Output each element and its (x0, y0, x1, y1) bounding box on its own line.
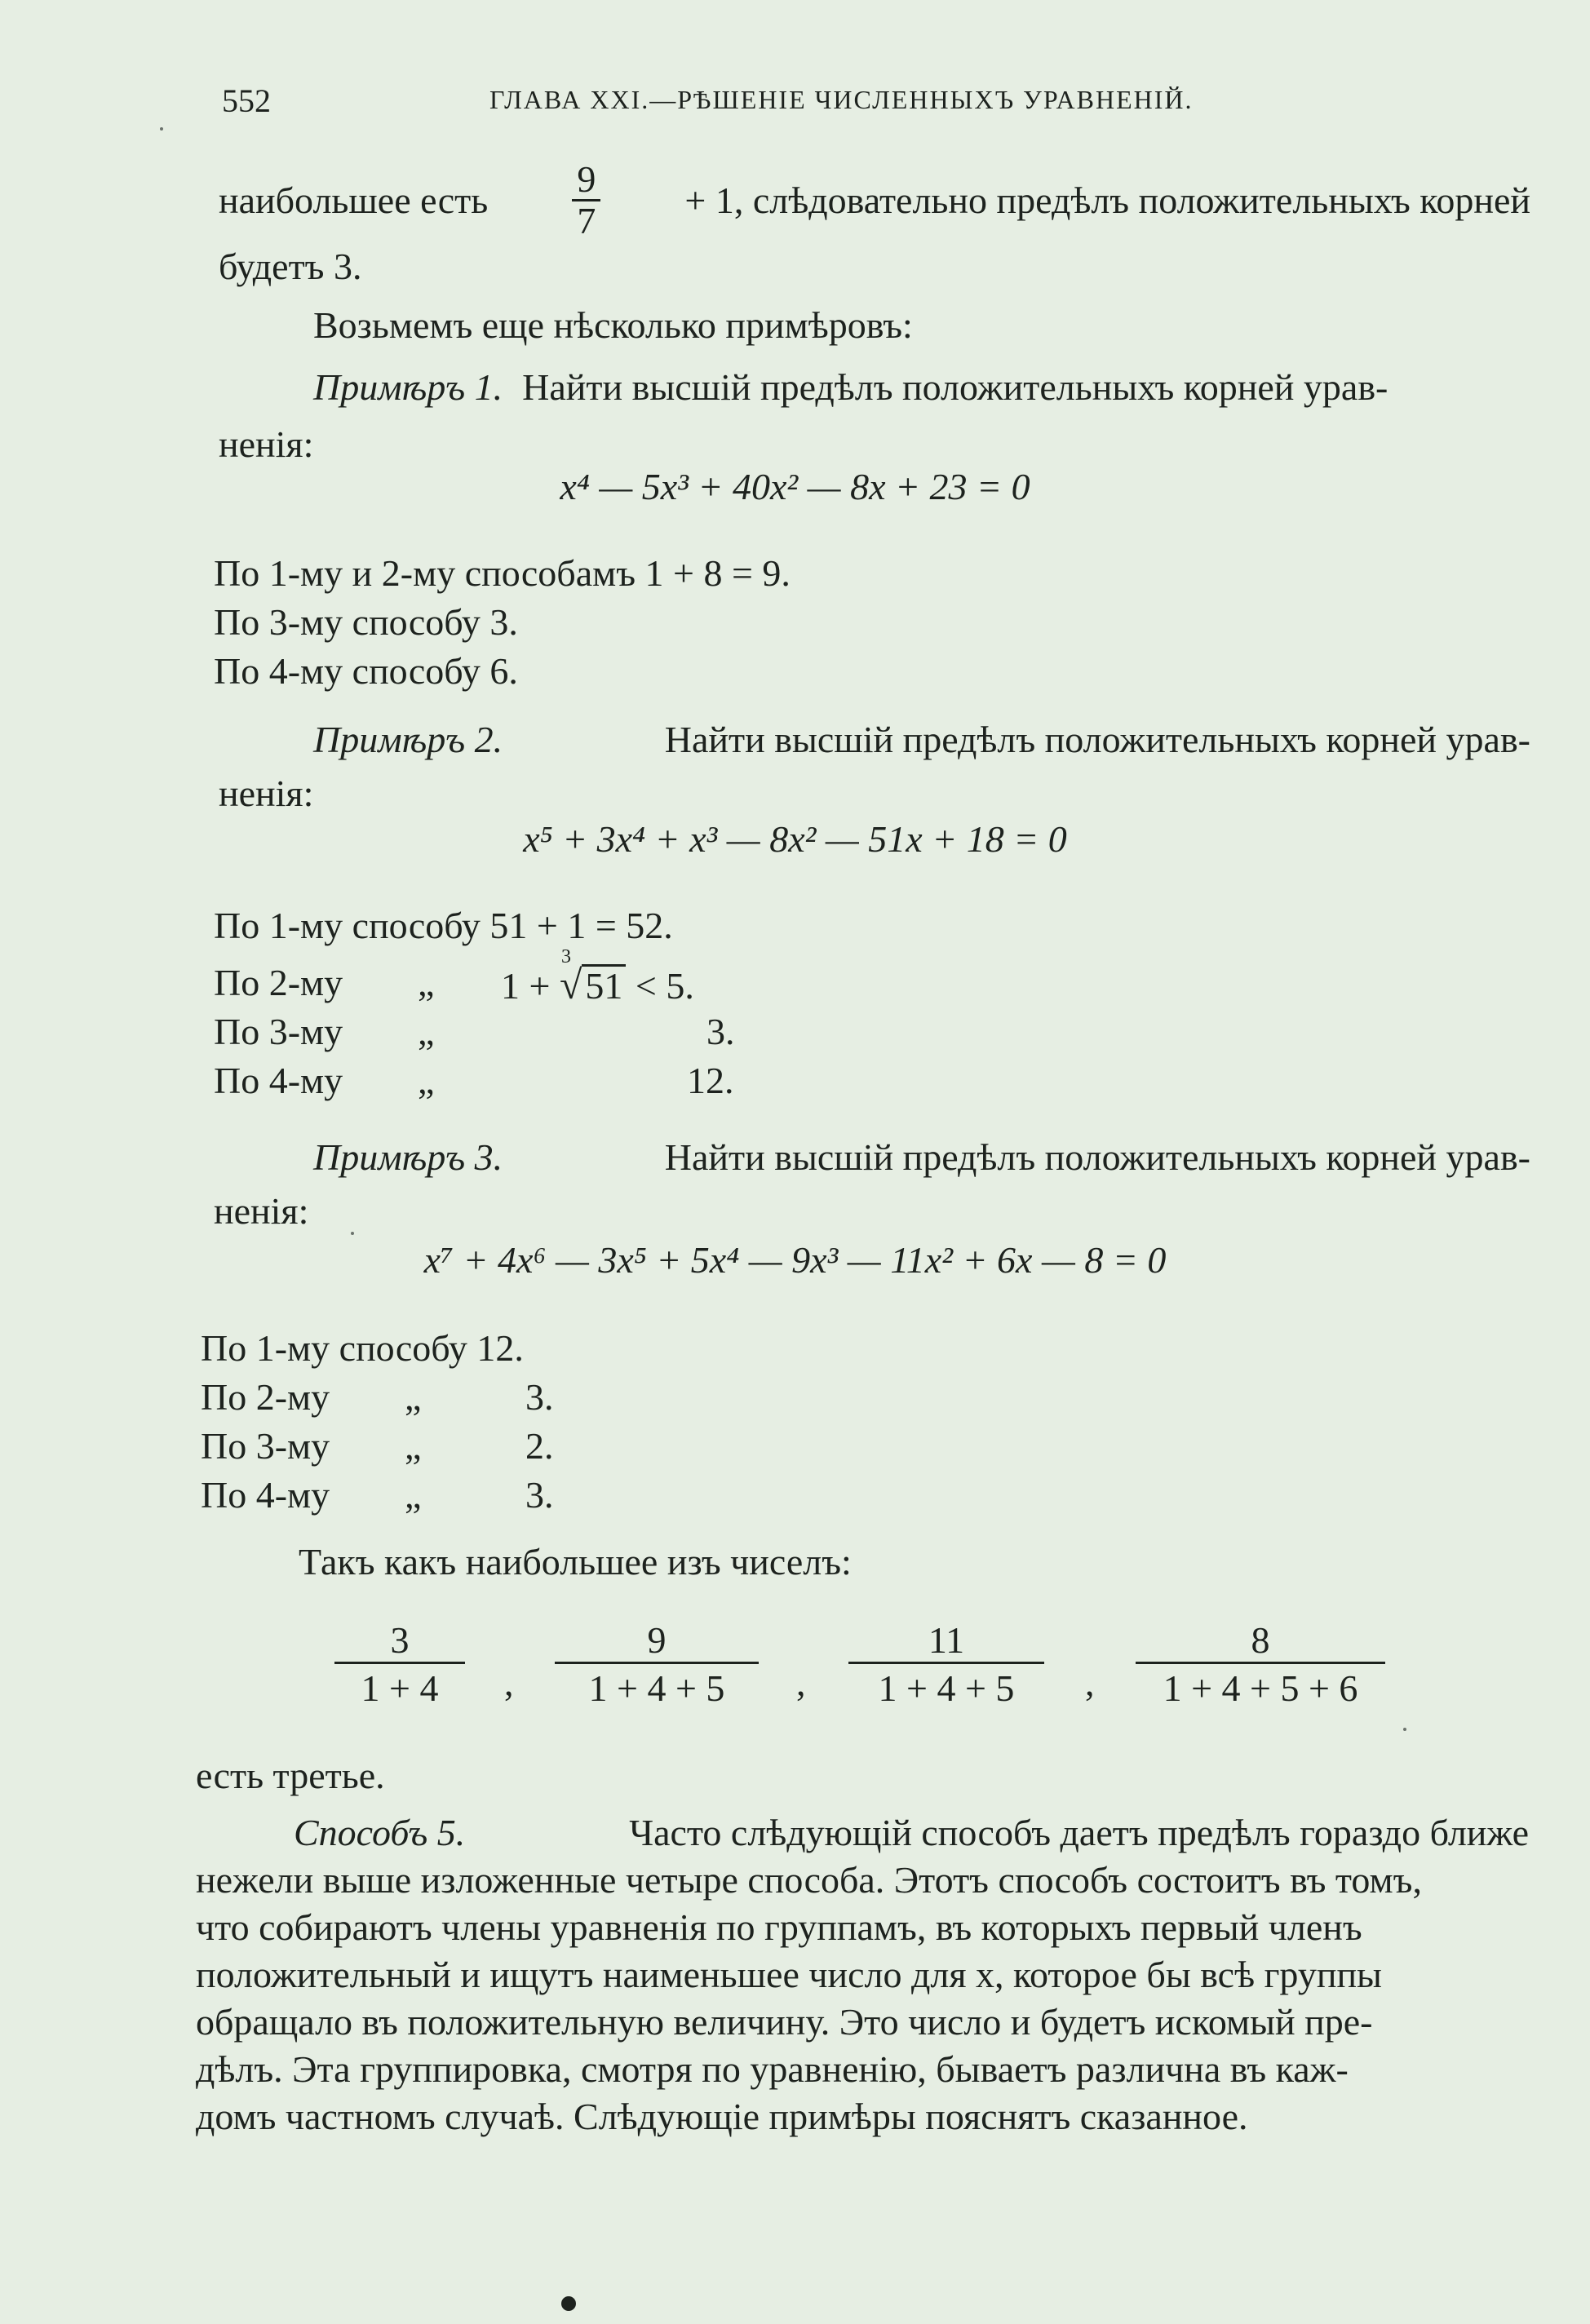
fraction-1 (334, 1620, 465, 1710)
example-3-heading (313, 1135, 1530, 1179)
example-3-conclusion: Такъ какъ наибольшее изъ чиселъ: (299, 1541, 852, 1583)
row-value: 3. (706, 1011, 735, 1052)
intro-line-1-before: наибольшее есть (219, 179, 489, 222)
row-label: По 3-му (214, 1011, 343, 1052)
method-5-line-1: Часто слѣдующій способъ даетъ предѣлъ гораздо ближе (629, 1812, 1529, 1853)
fraction-numerator: 9 (647, 1619, 667, 1661)
example-2-label: Примѣръ 2. (313, 719, 503, 760)
ditto-mark: „ (418, 1060, 435, 1101)
example-3-text-first: Найти высшій предѣлъ положительныхъ корней урав- (664, 1136, 1530, 1178)
example-1-text-second: ненія: (219, 423, 314, 465)
fraction-numerator: 9 (577, 158, 596, 200)
root-prefix: 1 + (501, 965, 551, 1007)
example-3-label: Примѣръ 3. (313, 1136, 503, 1178)
print-speck (160, 127, 163, 131)
ink-dot (561, 2296, 576, 2311)
fraction-4 (1136, 1620, 1385, 1710)
print-speck (351, 1232, 354, 1235)
method-5-line-2: нежели выше изложенные четыре способа. Этотъ способъ состоитъ въ томъ, (196, 1859, 1422, 1901)
ditto-mark: „ (405, 1425, 422, 1467)
root-argument: 51 (582, 964, 626, 1006)
example-1-label: Примѣръ 1. (313, 366, 503, 408)
ditto-mark: „ (405, 1376, 422, 1418)
fraction-separator: , (1085, 1662, 1095, 1703)
page-number: 552 (222, 82, 271, 119)
fraction-denominator: 1 + 4 + 5 (555, 1662, 759, 1711)
example-2-heading (313, 718, 1530, 761)
example-1-text-first: Найти высшій предѣлъ положительныхъ корней урав- (522, 366, 1388, 408)
example-1-result-2: По 3-му способу 3. (214, 601, 518, 643)
row-label: По 2-му (201, 1376, 330, 1418)
row-label: По 4-му (201, 1474, 330, 1516)
example-3-text-second: ненія: (214, 1190, 309, 1232)
intro-line-2: будетъ 3. (219, 246, 362, 287)
example-3-result-1: По 1-му способу 12. (201, 1327, 524, 1369)
fraction-denominator: 7 (572, 199, 600, 241)
fraction-numerator: 11 (928, 1619, 965, 1661)
fraction-denominator: 1 + 4 + 5 (848, 1662, 1044, 1711)
fraction-separator: , (504, 1662, 514, 1703)
intro-line-1-after: + 1, слѣдовательно предѣлъ положительныхъ корней (684, 179, 1530, 222)
method-5-line-4: положительный и ищутъ наименьшее число для x, которое бы всѣ группы (196, 1954, 1382, 1995)
row-label: По 3-му (201, 1425, 330, 1467)
ditto-mark: „ (405, 1474, 422, 1516)
row-value: 12. (687, 1060, 734, 1101)
example-3-equation: x⁷ + 4x⁶ — 3x⁵ + 5x⁴ — 9x³ — 11x² + 6x — 8 = 0 (423, 1239, 1167, 1281)
fraction-separator: , (796, 1662, 806, 1703)
root-suffix: < 5. (635, 965, 694, 1007)
ditto-mark: „ (418, 1011, 435, 1052)
fraction-numerator: 3 (390, 1619, 410, 1661)
example-2-result-1: По 1-му способу 51 + 1 = 52. (214, 905, 673, 946)
method-5-line-5: обращало въ положительную величину. Это число и будетъ искомый пре- (196, 2001, 1373, 2043)
example-1-result-3: По 4-му способу 6. (214, 650, 518, 692)
row-value: 3. (525, 1376, 554, 1418)
fraction-nine-sevenths (572, 160, 600, 241)
intro-line-1 (219, 160, 1530, 241)
fraction-numerator: 8 (1251, 1619, 1270, 1661)
example-3-after: есть третье. (196, 1755, 385, 1796)
ditto-mark: „ (418, 962, 435, 1003)
row-value: 3. (525, 1474, 554, 1516)
fraction-2 (555, 1620, 759, 1710)
cube-root (559, 946, 626, 1008)
row-value: 2. (525, 1425, 554, 1467)
example-2-text-first: Найти высшій предѣлъ положительныхъ корней урав- (664, 719, 1530, 760)
fraction-denominator: 1 + 4 (334, 1662, 465, 1711)
method-5-line-6: дѣлъ. Эта группировка, смотря по уравненію, бываетъ различна въ каж- (196, 2048, 1349, 2090)
intro-line-3: Возьмемъ еще нѣсколько примѣровъ: (313, 304, 913, 346)
example-2-text-second: ненія: (219, 772, 314, 814)
root-expression (501, 946, 694, 1008)
example-2-equation: x⁵ + 3x⁴ + x³ — 8x² — 51x + 18 = 0 (523, 818, 1067, 860)
method-5-line-2-wrap (196, 1858, 1529, 1901)
running-title: ГЛАВА XXI.—РѢШЕНІЕ ЧИСЛЕННЫХЪ УРАВНЕНІЙ. (489, 85, 1194, 114)
method-5-line-3: что собираютъ члены уравненія по группамъ, въ которыхъ первый членъ (196, 1906, 1362, 1948)
method-5-label: Способъ 5. (294, 1812, 466, 1853)
example-1-heading (313, 365, 1530, 409)
radical-sign-icon: √ (559, 962, 582, 1007)
root-index: 3 (560, 946, 571, 967)
row-label: По 2-му (214, 962, 343, 1003)
example-1-result-1: По 1-му и 2-му способамъ 1 + 8 = 9. (214, 552, 791, 594)
row-label: По 4-му (214, 1060, 343, 1101)
example-1-equation: x⁴ — 5x³ + 40x² — 8x + 23 = 0 (560, 466, 1030, 507)
fraction-denominator: 1 + 4 + 5 + 6 (1136, 1662, 1385, 1711)
fraction-3 (848, 1620, 1044, 1710)
method-5-first-line (294, 1811, 1529, 1854)
method-5-line-7: домъ частномъ случаѣ. Слѣдующіе примѣры пояснятъ сказанное. (196, 2096, 1248, 2137)
example-1-text (522, 365, 1530, 409)
print-speck (1403, 1728, 1406, 1731)
